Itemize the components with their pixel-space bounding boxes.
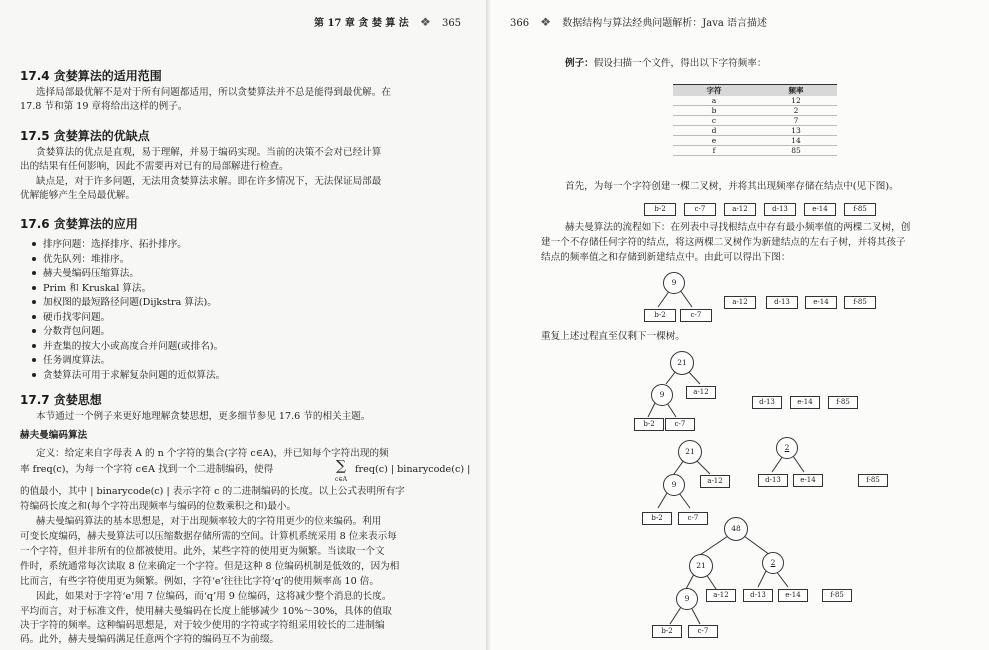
paragraph-line: 赫夫曼算法的流程如下：在列表中寻找根结点中存有最小频率值的两棵二叉树，创: [565, 222, 911, 233]
paragraph-line: 符编码长度之和(每个字符出现频率与编码的位数乘积之和)最小。: [20, 501, 297, 512]
tree-node-b: b-2: [644, 203, 676, 216]
tree-node-d: d-13: [752, 396, 782, 409]
tree-node-b: b-2: [652, 625, 682, 638]
tree-node-21: 21: [678, 440, 702, 464]
tree-node-e: e-14: [793, 474, 823, 487]
paragraph-line: 决于字符的频率。这种编码思想是，对于较少使用的字符或字符组采用较长的二进制编: [20, 620, 385, 631]
paragraph-line: 可变长度编码，赫夫曼算法可以压缩数据存储所需的空间。计算机系统采用 8 位来表示每: [20, 531, 397, 542]
tree-node-a: a-12: [686, 386, 716, 399]
bullet-text: 加权图的最短路径问题(Dijkstra 算法)。: [43, 297, 217, 308]
paragraph-line: 本节通过一个例子来更好地理解贪婪思想，更多细节参见 17.6 节的相关主题。: [36, 411, 371, 422]
bullet-text: 硬币找零问题。: [43, 312, 111, 323]
paragraph-line: 贪婪算法的优点是直观，易于理解，并易于编码实现。当前的决策不会对已经计算: [36, 147, 382, 158]
bullet-text: 排序问题：选择排序、拓扑排序。: [43, 239, 187, 250]
tree-node-2: 2: [776, 437, 798, 459]
tree-node-f: f-85: [858, 474, 888, 487]
paragraph-line: 17.8 节和第 19 章将给出这样的例子。: [20, 101, 188, 112]
tree-node-c: c-7: [678, 512, 708, 525]
table-cell: b: [673, 106, 755, 116]
table-cell: d: [673, 126, 755, 136]
sum-subscript: c∈A: [335, 476, 348, 483]
paragraph-line: 结点的频率值之和存储到新建结点中。由此可以得出下图：: [541, 252, 791, 263]
diamond-ornament-icon: ❖: [540, 15, 552, 29]
paragraph-line: 一个字符，但并非所有的位都被使用。此外，某些字符的使用更为频繁。当读取一个文: [20, 546, 385, 557]
example-text: 假设扫描一个文件，得出以下字符频率：: [593, 58, 767, 69]
bullet-text: Prim 和 Kruskal 算法。: [43, 283, 152, 294]
tree-node-c: c-7: [688, 625, 718, 638]
tree-node-c: c-7: [665, 418, 695, 431]
table-cell: e: [673, 136, 755, 146]
tree-node-21: 21: [670, 351, 694, 375]
paragraph-line: 选择局部最优解不是对于所有问题都适用，所以贪婪算法并不总是能得到最优解。在: [36, 87, 391, 98]
paragraph-line: 比而言，有些字符使用更为频繁。例如，字符‘e’往往比字符‘q’的使用频率高 10 倍。: [20, 576, 379, 587]
tree-node-c: c-7: [684, 203, 716, 216]
page-number: 365: [441, 18, 462, 29]
page-number: 366: [510, 18, 530, 29]
tree-node-e: e-14: [805, 296, 837, 309]
tree-node-e: e-14: [804, 203, 836, 216]
paragraph-line: 建一个不存储任何字符的结点，将这两棵二叉树作为新建结点的左右子树，并将其孩子: [541, 237, 906, 248]
table-cell: 85: [755, 146, 837, 156]
tree-node-f: f-85: [844, 296, 876, 309]
formula-text: freq(c) | binarycode(c) |: [355, 464, 471, 475]
table-cell: 2: [755, 106, 837, 116]
tree-node-9: 9: [663, 474, 685, 496]
column-header: 字符: [673, 85, 755, 97]
paragraph-line: 的值最小，其中 | binarycode(c) | 表示字符 c 的二进制编码的长度。以上公式表明所有字: [20, 486, 405, 497]
tree-node-e: e-14: [778, 589, 808, 602]
paragraph-line: 优解能够产生全局最优解。: [20, 190, 136, 201]
tree-node-21: 21: [689, 554, 713, 578]
bullet-text: 分数背包问题。: [43, 326, 111, 337]
tree-node-f: f-85: [822, 589, 852, 602]
tree-node-b: b-2: [642, 512, 672, 525]
section-title: 17.4 贪婪算法的适用范围: [20, 69, 162, 83]
bullet-text: 贪婪算法可用于求解复杂问题的近似算法。: [43, 370, 226, 381]
bullet-text: 任务调度算法。: [43, 355, 111, 366]
tree-node-a: a-12: [724, 296, 756, 309]
paragraph-line: 定义：给定来自字母表 A 的 n 个字符的集合(字符 c∈A)，并已知每个字符出现的频: [36, 448, 389, 459]
bullet-text: 赫夫曼编码压缩算法。: [43, 268, 139, 279]
paragraph-line: 率 freq(c)，为每一个字符 c∈A 找到一个二进制编码，使得: [20, 464, 274, 475]
paragraph-line: 码。此外，赫夫曼编码满足任意两个字符的编码互不为前缀。: [20, 634, 280, 645]
table-cell: a: [673, 96, 755, 106]
tree-node-b: b-2: [644, 309, 676, 322]
tree-node-48: 48: [724, 517, 748, 541]
paragraph-line: 因此，如果对于字符‘e’用 7 位编码，而‘q’用 9 位编码，这将减少整个消息的长度。: [36, 591, 392, 602]
table-cell: c: [673, 116, 755, 126]
section-title: 17.5 贪婪算法的优缺点: [20, 129, 150, 143]
paragraph-line: 件时，系统通常每次读取 8 位来确定一个字符。但是这种 8 位编码机制是低效的，因为相: [20, 561, 400, 572]
chapter-title: 第 17 章 贪 婪 算 法: [314, 18, 409, 29]
tree-node-d: d-13: [743, 589, 773, 602]
tree-node-d: d-13: [766, 296, 798, 309]
tree-node-9: 9: [676, 588, 698, 610]
tree-node-a: a-12: [700, 475, 730, 488]
section-title: 17.6 贪婪算法的应用: [20, 217, 138, 231]
sum-symbol: ∑: [336, 458, 346, 474]
paragraph-line: 赫夫曼编码算法的基本思想是，对于出现频率较大的字符用更少的位来编码。利用: [36, 516, 382, 527]
column-header: 频率: [755, 85, 837, 97]
tree-node-e: e-14: [790, 396, 820, 409]
tree-node-d: d-13: [758, 474, 788, 487]
book-title: 数据结构与算法经典问题解析：Java 语言描述: [562, 18, 767, 29]
table-cell: f: [673, 146, 755, 156]
paragraph-line: 首先，为每一个字符创建一棵二叉树，并将其出现频率存储在结点中(见下图)。: [565, 181, 899, 192]
tree-node-f: f-85: [844, 203, 876, 216]
bullet-text: 并查集的按大小或高度合并问题(或排名)。: [43, 341, 224, 352]
paragraph-line: 缺点是，对于许多问题，无法用贪婪算法求解。即在许多情况下，无法保证局部最: [36, 176, 382, 187]
tree-node-2: 2: [762, 552, 784, 574]
example-label: 例子：: [565, 58, 594, 69]
tree-node-a: a-12: [724, 203, 756, 216]
subsection-title: 赫夫曼编码算法: [20, 430, 88, 441]
bullet-text: 优先队列：堆排序。: [43, 254, 130, 265]
paragraph-line: 重复上述过程直至仅剩下一棵树。: [541, 331, 685, 342]
table-cell: 13: [755, 126, 837, 136]
tree-node-c: c-7: [680, 309, 712, 322]
tree-node-9: 9: [651, 384, 673, 406]
tree-node-b: b-2: [634, 418, 664, 431]
tree-node-9: 9: [663, 272, 685, 294]
diamond-ornament-icon: ❖: [420, 15, 431, 29]
paragraph-line: 平均而言，对于标准文件，使用赫夫曼编码在长度上能够减少 10%～30%，具体的值取: [20, 606, 392, 617]
tree-node-a: a-12: [706, 589, 736, 602]
table-cell: 14: [755, 136, 837, 146]
tree-node-f: f-85: [828, 396, 858, 409]
section-title: 17.7 贪婪思想: [20, 393, 102, 407]
tree-node-d: d-13: [764, 203, 796, 216]
paragraph-line: 出的结果有任何影响，因此不需要再对已有的局部解进行检查。: [20, 161, 289, 172]
table-cell: 7: [755, 116, 837, 126]
table-cell: 12: [755, 96, 837, 106]
